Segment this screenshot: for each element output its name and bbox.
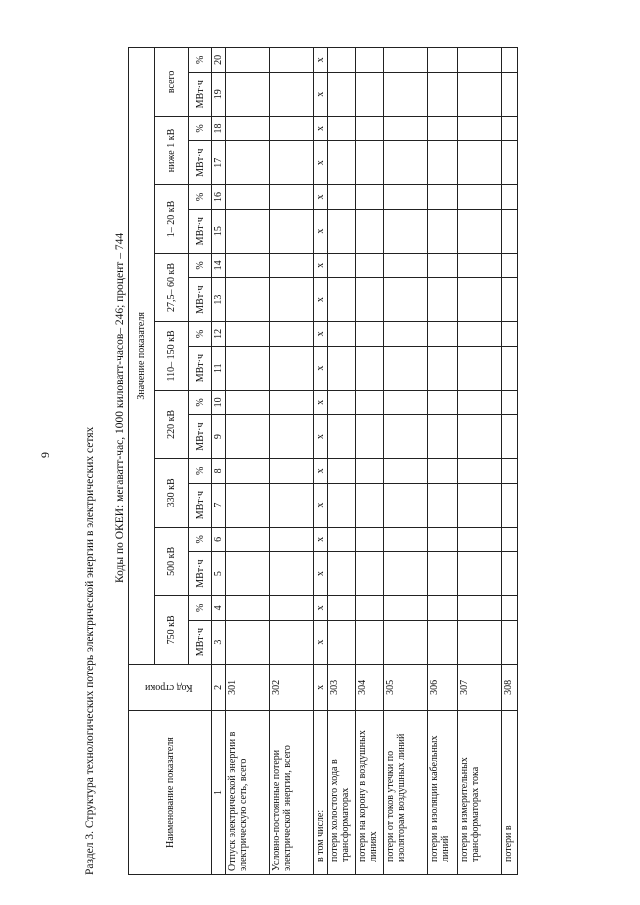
unit-pct: % xyxy=(189,116,212,140)
code-header-text: Код строки xyxy=(144,681,193,693)
row-code: 304 xyxy=(356,664,384,710)
row-name: Отпуск электрической энергии в электрическую сеть, всего xyxy=(226,711,270,875)
column-number: 8 xyxy=(212,459,226,483)
table-row xyxy=(428,48,458,875)
row-code: 307 xyxy=(458,664,502,710)
unit-mwh: МВт·ч xyxy=(189,483,212,527)
unit-mwh: МВт·ч xyxy=(189,552,212,596)
value-cell: х xyxy=(314,322,328,346)
table-row xyxy=(270,48,314,875)
value-cell xyxy=(226,415,270,459)
value-cell xyxy=(384,596,428,620)
value-cell xyxy=(502,278,518,322)
row-code: 301 xyxy=(226,664,270,710)
column-number: 15 xyxy=(212,209,226,253)
value-cell xyxy=(458,527,502,551)
voltage-header: 500 кВ xyxy=(154,527,189,595)
value-cell xyxy=(502,483,518,527)
value-cell xyxy=(502,253,518,277)
value-cell xyxy=(502,322,518,346)
header-row-numbers xyxy=(212,48,226,875)
value-cell xyxy=(502,459,518,483)
value-cell xyxy=(356,209,384,253)
value-cell xyxy=(502,527,518,551)
value-cell xyxy=(226,552,270,596)
value-cell xyxy=(226,596,270,620)
value-cell xyxy=(328,116,356,140)
value-cell xyxy=(384,209,428,253)
value-cell xyxy=(356,346,384,390)
value-cell xyxy=(356,48,384,73)
value-cell xyxy=(458,459,502,483)
value-cell xyxy=(328,596,356,620)
row-code: 305 xyxy=(384,664,428,710)
unit-mwh: МВт·ч xyxy=(189,346,212,390)
value-cell xyxy=(328,346,356,390)
value-cell: х xyxy=(314,141,328,185)
value-cell xyxy=(226,116,270,140)
value-cell xyxy=(458,253,502,277)
value-cell xyxy=(458,390,502,414)
row-name: потери в изоляции кабельных линий xyxy=(428,711,458,875)
value-cell xyxy=(270,620,314,664)
value-cell xyxy=(458,141,502,185)
value-cell xyxy=(428,346,458,390)
value-cell xyxy=(458,415,502,459)
value-cell xyxy=(458,116,502,140)
value-cell xyxy=(458,346,502,390)
value-cell: х xyxy=(314,620,328,664)
value-cell xyxy=(328,552,356,596)
value-cell: х xyxy=(314,415,328,459)
value-cell xyxy=(226,72,270,116)
column-number: 10 xyxy=(212,390,226,414)
unit-pct: % xyxy=(189,596,212,620)
value-cell: х xyxy=(314,253,328,277)
value-cell: х xyxy=(314,390,328,414)
value-cell xyxy=(502,596,518,620)
value-cell xyxy=(226,390,270,414)
table-row xyxy=(502,48,518,875)
value-cell: х xyxy=(314,278,328,322)
value-cell xyxy=(384,322,428,346)
value-cell xyxy=(270,116,314,140)
value-cell xyxy=(328,48,356,73)
value-cell xyxy=(226,141,270,185)
unit-pct: % xyxy=(189,253,212,277)
value-cell xyxy=(458,596,502,620)
column-number: 16 xyxy=(212,185,226,209)
value-header: Значение показателя xyxy=(129,48,155,665)
column-number: 11 xyxy=(212,346,226,390)
unit-mwh: МВт·ч xyxy=(189,278,212,322)
value-cell xyxy=(270,596,314,620)
value-cell xyxy=(226,48,270,73)
name-header: Наименование показателя xyxy=(129,711,212,875)
value-cell xyxy=(270,322,314,346)
value-cell xyxy=(328,72,356,116)
column-number: 5 xyxy=(212,552,226,596)
value-cell: х xyxy=(314,596,328,620)
value-cell xyxy=(502,209,518,253)
value-cell xyxy=(384,620,428,664)
value-cell xyxy=(384,253,428,277)
value-cell xyxy=(502,552,518,596)
value-cell xyxy=(328,415,356,459)
column-number: 2 xyxy=(212,664,226,710)
value-cell xyxy=(328,527,356,551)
value-cell xyxy=(328,483,356,527)
okei-codes: Коды по ОКЕИ: мегаватт-час, 1000 киловатт-часов– 246; процент – 744 xyxy=(114,232,126,583)
value-cell xyxy=(328,459,356,483)
value-cell xyxy=(226,185,270,209)
value-cell xyxy=(458,620,502,664)
value-cell: х xyxy=(314,346,328,390)
value-cell xyxy=(356,596,384,620)
value-cell xyxy=(384,552,428,596)
voltage-header: 750 кВ xyxy=(154,596,189,664)
page-number: 9 xyxy=(38,452,52,458)
value-cell: х xyxy=(314,72,328,116)
column-number: 4 xyxy=(212,596,226,620)
value-cell xyxy=(384,278,428,322)
table-row xyxy=(314,48,328,875)
unit-pct: % xyxy=(189,322,212,346)
value-cell xyxy=(356,278,384,322)
column-number: 6 xyxy=(212,527,226,551)
value-cell xyxy=(428,116,458,140)
unit-pct: % xyxy=(189,48,212,73)
value-cell xyxy=(270,48,314,73)
value-cell xyxy=(270,552,314,596)
value-cell xyxy=(270,390,314,414)
value-cell xyxy=(270,483,314,527)
table-row xyxy=(226,48,270,875)
row-code: 308 xyxy=(502,664,518,710)
value-cell xyxy=(458,322,502,346)
unit-mwh: МВт·ч xyxy=(189,141,212,185)
value-cell xyxy=(270,141,314,185)
value-cell xyxy=(356,116,384,140)
value-cell: х xyxy=(314,552,328,596)
unit-mwh: МВт·ч xyxy=(189,415,212,459)
unit-pct: % xyxy=(189,390,212,414)
value-cell xyxy=(270,459,314,483)
row-name: потери от токов утечки по изоляторам воздушных линий xyxy=(384,711,428,875)
value-cell xyxy=(328,185,356,209)
value-cell xyxy=(384,72,428,116)
value-cell xyxy=(226,459,270,483)
value-cell xyxy=(458,185,502,209)
voltage-header: 220 кВ xyxy=(154,390,189,458)
voltage-header: 27,5– 60 кВ xyxy=(154,253,189,321)
value-cell xyxy=(384,141,428,185)
row-name: потери на корону в воздушных линиях xyxy=(356,711,384,875)
value-cell xyxy=(226,527,270,551)
value-cell xyxy=(428,552,458,596)
value-cell xyxy=(384,415,428,459)
value-cell xyxy=(356,253,384,277)
value-cell xyxy=(328,278,356,322)
value-cell xyxy=(328,390,356,414)
value-cell: х xyxy=(314,48,328,73)
unit-mwh: МВт·ч xyxy=(189,72,212,116)
voltage-header: 330 кВ xyxy=(154,459,189,527)
value-cell xyxy=(270,346,314,390)
value-cell xyxy=(428,253,458,277)
value-cell xyxy=(502,390,518,414)
row-name: Условно-постоянные потери электрической энергии, всего xyxy=(270,711,314,875)
value-cell xyxy=(356,322,384,346)
value-cell xyxy=(328,253,356,277)
code-header xyxy=(129,664,212,710)
value-cell xyxy=(428,72,458,116)
table-body xyxy=(129,48,518,875)
value-cell: х xyxy=(314,185,328,209)
value-cell xyxy=(428,415,458,459)
value-cell xyxy=(384,185,428,209)
value-cell xyxy=(356,141,384,185)
row-code: 302 xyxy=(270,664,314,710)
value-cell xyxy=(384,483,428,527)
column-number: 13 xyxy=(212,278,226,322)
value-cell: х xyxy=(314,209,328,253)
row-name: потери в xyxy=(502,711,518,875)
value-cell xyxy=(428,390,458,414)
value-cell xyxy=(328,141,356,185)
value-cell xyxy=(270,209,314,253)
value-cell xyxy=(428,278,458,322)
column-number: 18 xyxy=(212,116,226,140)
value-cell xyxy=(384,116,428,140)
unit-mwh: МВт·ч xyxy=(189,209,212,253)
value-cell xyxy=(356,527,384,551)
value-cell xyxy=(428,527,458,551)
value-cell xyxy=(428,322,458,346)
row-code: х xyxy=(314,664,328,710)
value-cell xyxy=(428,185,458,209)
value-cell xyxy=(502,620,518,664)
value-cell xyxy=(270,185,314,209)
value-cell xyxy=(356,390,384,414)
row-name: потери холостого хода в трансформаторах xyxy=(328,711,356,875)
value-cell: х xyxy=(314,459,328,483)
value-cell xyxy=(428,141,458,185)
value-cell xyxy=(458,48,502,73)
row-name: в том числе: xyxy=(314,711,328,875)
value-cell xyxy=(328,322,356,346)
voltage-header: всего xyxy=(154,48,189,117)
value-cell xyxy=(428,459,458,483)
value-cell xyxy=(502,48,518,73)
value-cell xyxy=(328,209,356,253)
value-cell xyxy=(502,72,518,116)
value-cell xyxy=(270,72,314,116)
voltage-header: ниже 1 кВ xyxy=(154,116,189,184)
table-row xyxy=(458,48,502,875)
column-number: 19 xyxy=(212,72,226,116)
value-cell xyxy=(328,620,356,664)
column-number: 20 xyxy=(212,48,226,73)
value-cell xyxy=(458,552,502,596)
value-cell: х xyxy=(314,483,328,527)
value-cell xyxy=(502,346,518,390)
value-cell xyxy=(502,415,518,459)
value-cell xyxy=(502,116,518,140)
value-cell xyxy=(384,527,428,551)
table-row xyxy=(356,48,384,875)
value-cell xyxy=(384,346,428,390)
voltage-header: 1– 20 кВ xyxy=(154,185,189,253)
value-cell xyxy=(226,209,270,253)
value-cell xyxy=(356,185,384,209)
value-cell xyxy=(458,278,502,322)
value-cell xyxy=(458,72,502,116)
value-cell xyxy=(356,415,384,459)
column-number: 17 xyxy=(212,141,226,185)
value-cell xyxy=(428,596,458,620)
unit-pct: % xyxy=(189,527,212,551)
column-number: 9 xyxy=(212,415,226,459)
value-cell xyxy=(428,209,458,253)
unit-pct: % xyxy=(189,185,212,209)
value-cell xyxy=(226,346,270,390)
value-cell xyxy=(356,483,384,527)
value-cell xyxy=(384,48,428,73)
value-cell xyxy=(226,620,270,664)
value-cell xyxy=(384,390,428,414)
value-cell xyxy=(458,209,502,253)
column-number: 3 xyxy=(212,620,226,664)
value-cell xyxy=(226,483,270,527)
value-cell xyxy=(226,322,270,346)
value-cell xyxy=(356,620,384,664)
value-cell: х xyxy=(314,527,328,551)
value-cell xyxy=(384,459,428,483)
column-number: 1 xyxy=(212,711,226,875)
value-cell xyxy=(226,278,270,322)
table-row xyxy=(384,48,428,875)
value-cell xyxy=(458,483,502,527)
value-cell xyxy=(270,278,314,322)
row-name: потери в измерительных трансформаторах тока xyxy=(458,711,502,875)
column-number: 14 xyxy=(212,253,226,277)
value-cell xyxy=(428,483,458,527)
value-cell xyxy=(226,253,270,277)
value-cell xyxy=(356,552,384,596)
value-cell xyxy=(428,48,458,73)
value-cell xyxy=(356,459,384,483)
header-row-1 xyxy=(129,48,155,875)
value-cell xyxy=(270,253,314,277)
voltage-header: 110– 150 кВ xyxy=(154,322,189,390)
value-cell xyxy=(502,185,518,209)
table-row xyxy=(328,48,356,875)
value-cell xyxy=(270,415,314,459)
row-code: 303 xyxy=(328,664,356,710)
value-cell xyxy=(270,527,314,551)
unit-pct: % xyxy=(189,459,212,483)
column-number: 7 xyxy=(212,483,226,527)
row-code: 306 xyxy=(428,664,458,710)
unit-mwh: МВт·ч xyxy=(189,620,212,664)
section-title: Раздел 3. Структура технологических потерь электрической энергии в электрических сетях xyxy=(84,426,96,875)
column-number: 12 xyxy=(212,322,226,346)
value-cell xyxy=(428,620,458,664)
value-cell: х xyxy=(314,116,328,140)
losses-table xyxy=(128,47,518,875)
value-cell xyxy=(356,72,384,116)
value-cell xyxy=(502,141,518,185)
